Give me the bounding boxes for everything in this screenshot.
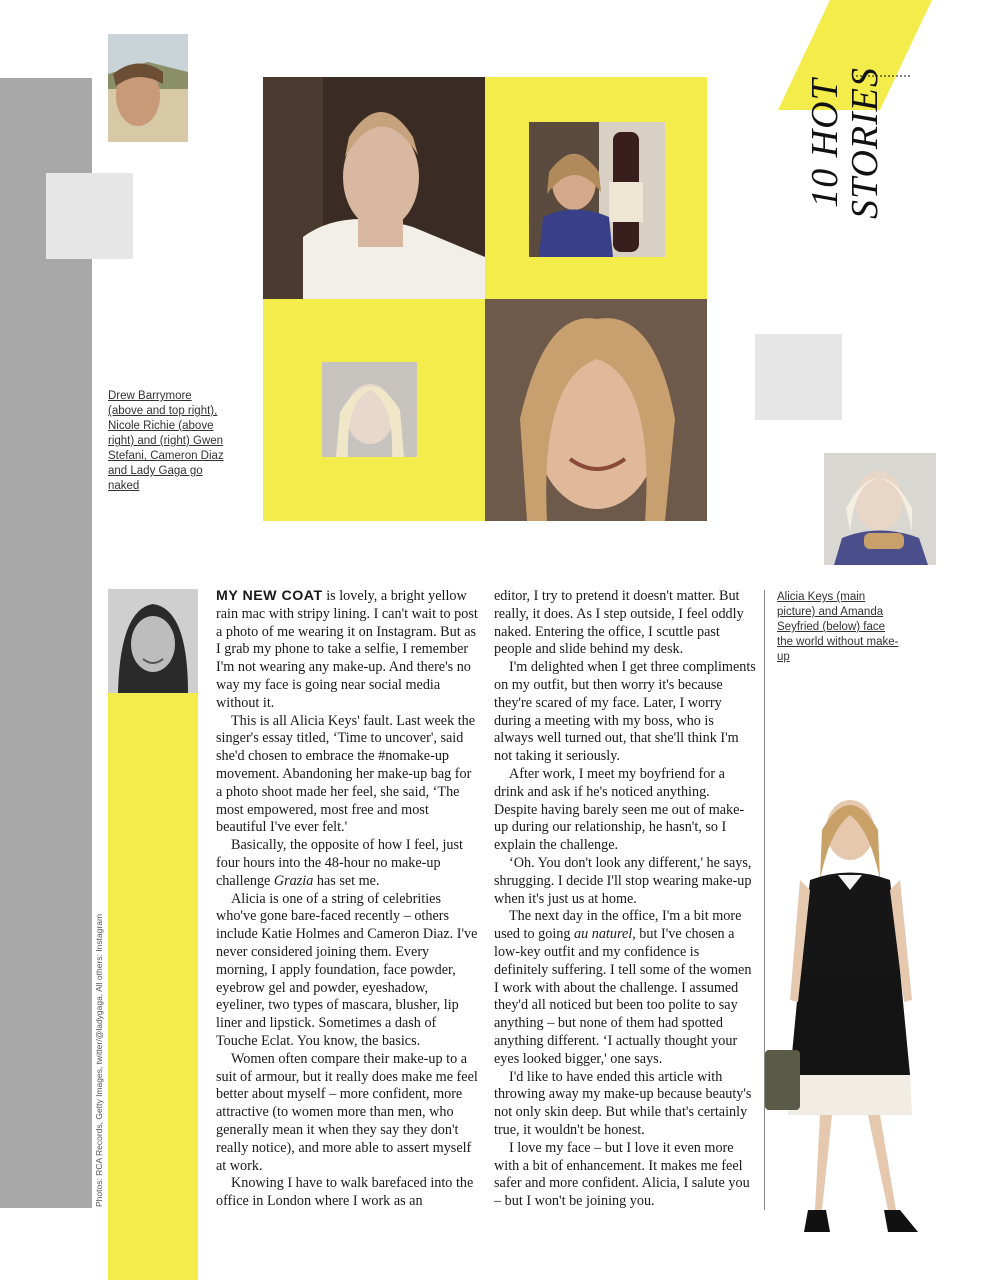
article-paragraph: Women often compare their make-up to a suit of armour, but it really does make me feel better about myself – more confident, more attractive (to women more than men, who generally mean it when they say they don't really notice), and more able to assert myself at work.: [216, 1050, 478, 1174]
article-lead: MY NEW COAT: [216, 588, 323, 604]
article-paragraph: Knowing I have to walk barefaced into the office in London where I work as an: [216, 1175, 474, 1210]
article-paragraph: I'm delighted when I get three compliments on my outfit, but then worry it's because they're scared of my face. Later, I worry during a meeting with my boss, who is always well turned out, that she'll think I'm not taking it seriously.: [494, 659, 756, 765]
hot-stories-badge: [742, 60, 912, 230]
photo-grid: [263, 77, 707, 521]
article-paragraph: I'd like to have ended this article with throwing away my make-up because beauty's not only skin deep. But while that's certainly true, it wouldn't be honest.: [494, 1068, 752, 1138]
article-column-1: [216, 588, 478, 1211]
photo-lady-gaga: [824, 453, 936, 565]
badge-line-1: 10 HOT: [804, 78, 846, 208]
article-paragraph: ‘Oh. You don't look any different,' he says, shrugging. I decide I'll stop wearing make-up when it's just us at home.: [494, 854, 752, 907]
photo-cameron-diaz: [485, 299, 707, 521]
yellow-column-bar: [108, 693, 198, 1280]
photo-nicole-richie: [263, 77, 485, 299]
article-paragraph: I love my face – but I love it even more with a bit of enhancement. It makes me feel safer and more confident. Alicia, I salute you – but I won't be joining you.: [494, 1139, 750, 1210]
photo-author: [108, 589, 198, 693]
article-paragraph: After work, I meet my boyfriend for a drink and ask if he's noticed anything. Despite having barely seen me out of make-up during our relationship, he hasn't, so I explain the challenge.: [494, 765, 745, 854]
article-column-2: [494, 588, 756, 1211]
grazia-title: Grazia: [273, 872, 314, 889]
photo-drew-wine: [529, 122, 665, 257]
photo-credit: Photos: RCA Records, Getty Images, twitter/@ladygaga. All others: Instagram: [94, 913, 104, 1207]
photo-drew-beach: [108, 34, 188, 142]
photo-gwen-stefani: [322, 362, 417, 457]
article-paragraph: This is all Alicia Keys' fault. Last week the singer's essay titled, ‘Time to uncover', said she'd chosen to embrace the #nomake-up movement. Abandoning her make-up bag for a photo shoot made her feel, she said, ‘The most empowered, most free and most beautiful I've ever felt.': [216, 712, 476, 836]
grey-decor-box-left: [46, 173, 133, 259]
caption-right: Alicia Keys (main picture) and Amanda Seyfried (below) face the world without make-up: [777, 591, 899, 663]
article-paragraph: editor, I try to pretend it doesn't matter. But really, it does. As I step outside, I feel oddly naked. Entering the office, I scuttle past people and slide behind my desk.: [494, 588, 744, 658]
article-paragraph: Alicia is one of a string of celebrities who've gone bare-faced recently – others include Katie Holmes and Cameron Diaz. I've never considered joining them. Every morning, I apply foundation, face powder, eyebrow gel and powder, eyeshadow, eyeliner, two types of mascara, blusher, lip liner and lipstick. Sometimes a dash of Touche Eclat. You know, the basics.: [216, 890, 478, 1049]
article-paragraph: The next day in the office, I'm a bit more used to going au naturel, but I've chosen a low-key outfit and my confidence is definitely suffering. I tell some of the women I work with about the challenge. I assumed they'd all noticed but been too polite to say anything – but none of them had spotted anything different. ‘I actually thought your eyes looked bigger,' one says.: [494, 908, 752, 1067]
article-paragraph: Basically, the opposite of how I feel, just four hours into the 48-hour no make-up challenge Grazia has set me.: [216, 837, 463, 889]
au-naturel: au naturel: [574, 926, 633, 943]
caption-top-left: Drew Barrymore (above and top right), Nicole Richie (above right) and (right) Gwen Stefani, Cameron Diaz and Lady Gaga go naked: [108, 390, 224, 492]
article-paragraph: MY NEW COAT is lovely, a bright yellow rain mac with stripy lining. I can't wait to post a photo of me wearing it on Instagram. But as I grab my phone to take a selfie, I remember I'm not wearing any make-up. And there's no way my face is going near social media without it.: [216, 588, 478, 711]
badge-line-2: STORIES: [844, 67, 886, 219]
grey-decor-box-right: [755, 334, 842, 420]
photo-amanda-seyfried: [760, 770, 940, 1270]
